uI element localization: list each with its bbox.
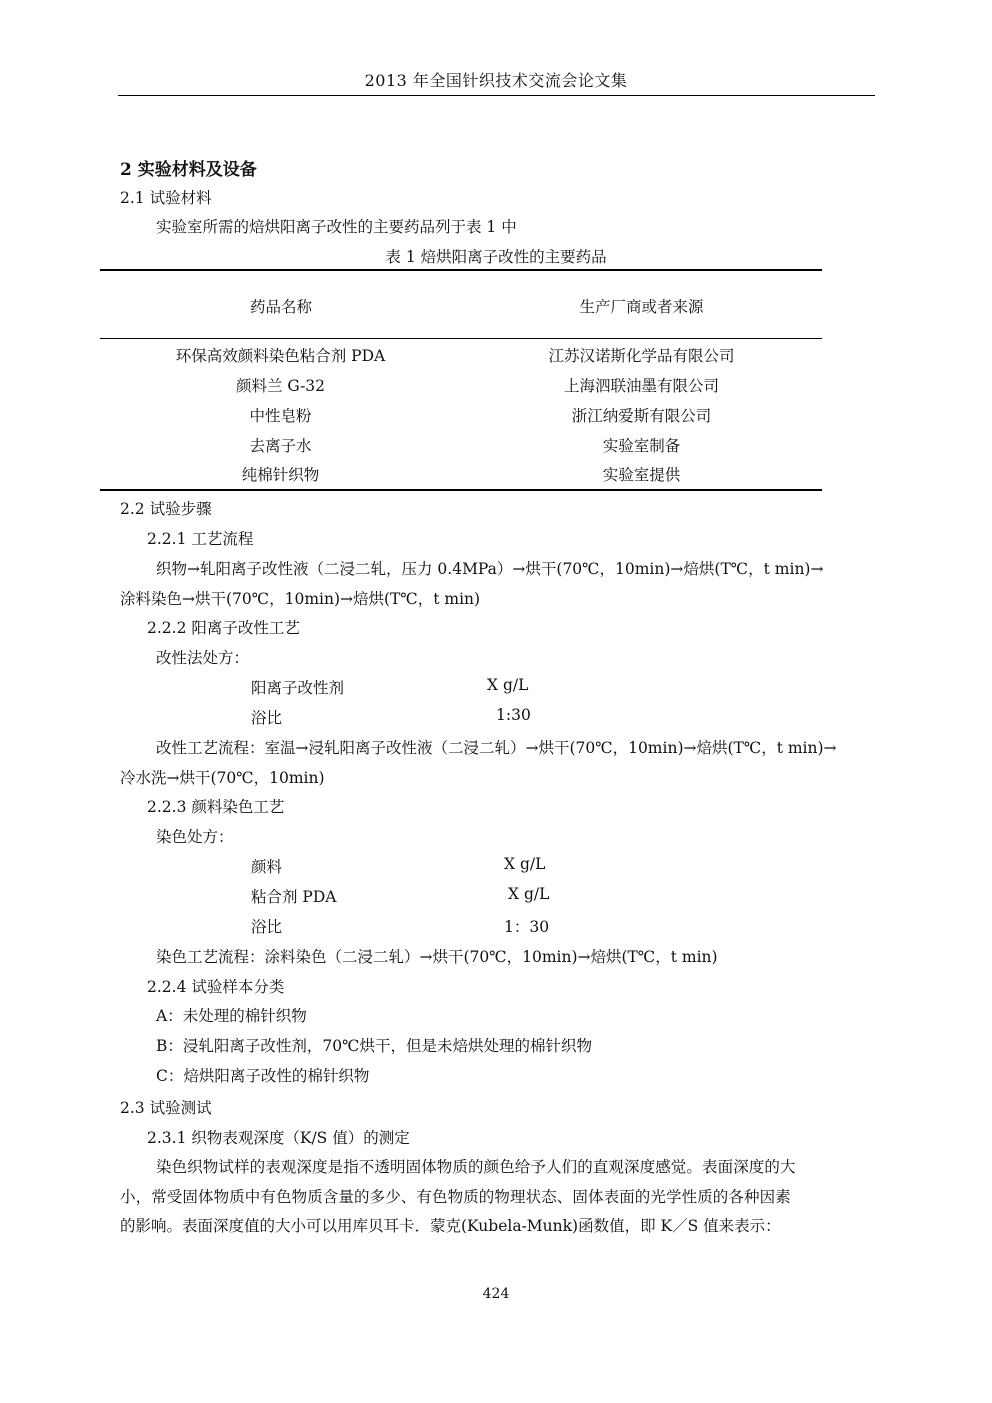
paragraph-line: 小，常受固体物质中有色物质含量的多少、有色物质的物理状态、固体表面的光学性质的各种因素 xyxy=(120,1188,791,1206)
table-top-rule xyxy=(100,269,822,271)
recipe-item-value: 1:30 xyxy=(496,706,531,724)
table-cell: 去离子水 xyxy=(249,437,312,455)
process-flow-line: 织物→轧阳离子改性液（二浸二轧，压力 0.4MPa）→烘干(70℃，10min)→焙烘(T℃，t min)→ xyxy=(156,560,824,578)
header-rule xyxy=(118,95,875,96)
table-cell: 颜料兰 G-32 xyxy=(235,377,326,395)
recipe-item-name: 颜料 xyxy=(251,858,283,876)
subsubsection-title-2-2-3: 2.2.3 颜料染色工艺 xyxy=(147,798,285,816)
table-header-cell: 生产厂商或者来源 xyxy=(579,298,704,316)
table-cell: 实验室制备 xyxy=(602,437,681,455)
subsubsection-title-2-2-2: 2.2.2 阳离子改性工艺 xyxy=(147,619,300,637)
sample-item: B：浸轧阳离子改性剂，70℃烘干，但是未焙烘处理的棉针织物 xyxy=(156,1037,592,1055)
process-flow-line: 涂料染色→烘干(70℃，10min)→焙烘(T℃，t min) xyxy=(120,590,481,608)
table-cell: 中性皂粉 xyxy=(249,407,312,425)
paragraph-line: 染色织物试样的表观深度是指不透明固体物质的颜色给予人们的直观深度感觉。表面深度的大 xyxy=(156,1158,796,1176)
table-bottom-rule xyxy=(100,489,822,491)
page-number: 424 xyxy=(482,1286,510,1302)
subsection-title-2-1: 2.1 试验材料 xyxy=(120,189,212,207)
table-caption: 表 1 焙烘阳离子改性的主要药品 xyxy=(385,248,607,266)
recipe-item-value: X g/L xyxy=(487,676,529,694)
table-cell: 浙江纳爱斯有限公司 xyxy=(571,407,712,425)
recipe-label: 染色处方： xyxy=(156,828,234,846)
recipe-item-value: X g/L xyxy=(508,885,550,903)
recipe-label: 改性法处方： xyxy=(156,649,250,667)
recipe-item-value: 1：30 xyxy=(504,918,550,936)
table-header-rule xyxy=(100,338,822,339)
table-cell: 实验室提供 xyxy=(602,466,681,484)
recipe-item-name: 粘合剂 PDA xyxy=(251,888,337,906)
subsection-title-2-2: 2.2 试验步骤 xyxy=(120,500,212,518)
table-cell: 上海泗联油墨有限公司 xyxy=(563,377,719,395)
table-header-cell: 药品名称 xyxy=(249,298,312,316)
recipe-item-name: 阳离子改性剂 xyxy=(251,679,345,697)
modification-process-line: 改性工艺流程：室温→浸轧阳离子改性液（二浸二轧）→烘干(70℃，10min)→焙烘(T℃，t min)→ xyxy=(156,739,837,757)
modification-process-line: 冷水洗→烘干(70℃，10min) xyxy=(120,769,325,787)
recipe-item-name: 浴比 xyxy=(251,918,283,936)
dyeing-process-line: 染色工艺流程：涂料染色（二浸二轧）→烘干(70℃，10min)→焙烘(T℃，t min) xyxy=(156,948,718,966)
recipe-item-value: X g/L xyxy=(504,855,546,873)
section-title: 2 实验材料及设备 xyxy=(120,160,257,180)
running-header: 2013 年全国针织技术交流会论文集 xyxy=(364,71,628,90)
recipe-item-name: 浴比 xyxy=(251,709,283,727)
subsection-title-2-3: 2.3 试验测试 xyxy=(120,1099,212,1117)
subsubsection-title-2-2-1: 2.2.1 工艺流程 xyxy=(147,530,254,548)
table-cell: 纯棉针织物 xyxy=(241,466,320,484)
sample-item: C：焙烘阳离子改性的棉针织物 xyxy=(156,1067,370,1085)
paragraph-line: 的影响。表面深度值的大小可以用库贝耳卡．蒙克(Kubela-Munk)函数值，即 K／S 值来表示： xyxy=(120,1217,781,1235)
subsubsection-title-2-2-4: 2.2.4 试验样本分类 xyxy=(147,978,285,996)
table-cell: 江苏汉诺斯化学品有限公司 xyxy=(548,347,735,365)
subsubsection-title-2-3-1: 2.3.1 织物表观深度（K/S 值）的测定 xyxy=(147,1129,410,1147)
table-cell: 环保高效颜料染色粘合剂 PDA xyxy=(175,347,386,365)
table-intro: 实验室所需的焙烘阳离子改性的主要药品列于表 1 中 xyxy=(156,218,517,236)
sample-item: A：未处理的棉针织物 xyxy=(156,1007,307,1025)
